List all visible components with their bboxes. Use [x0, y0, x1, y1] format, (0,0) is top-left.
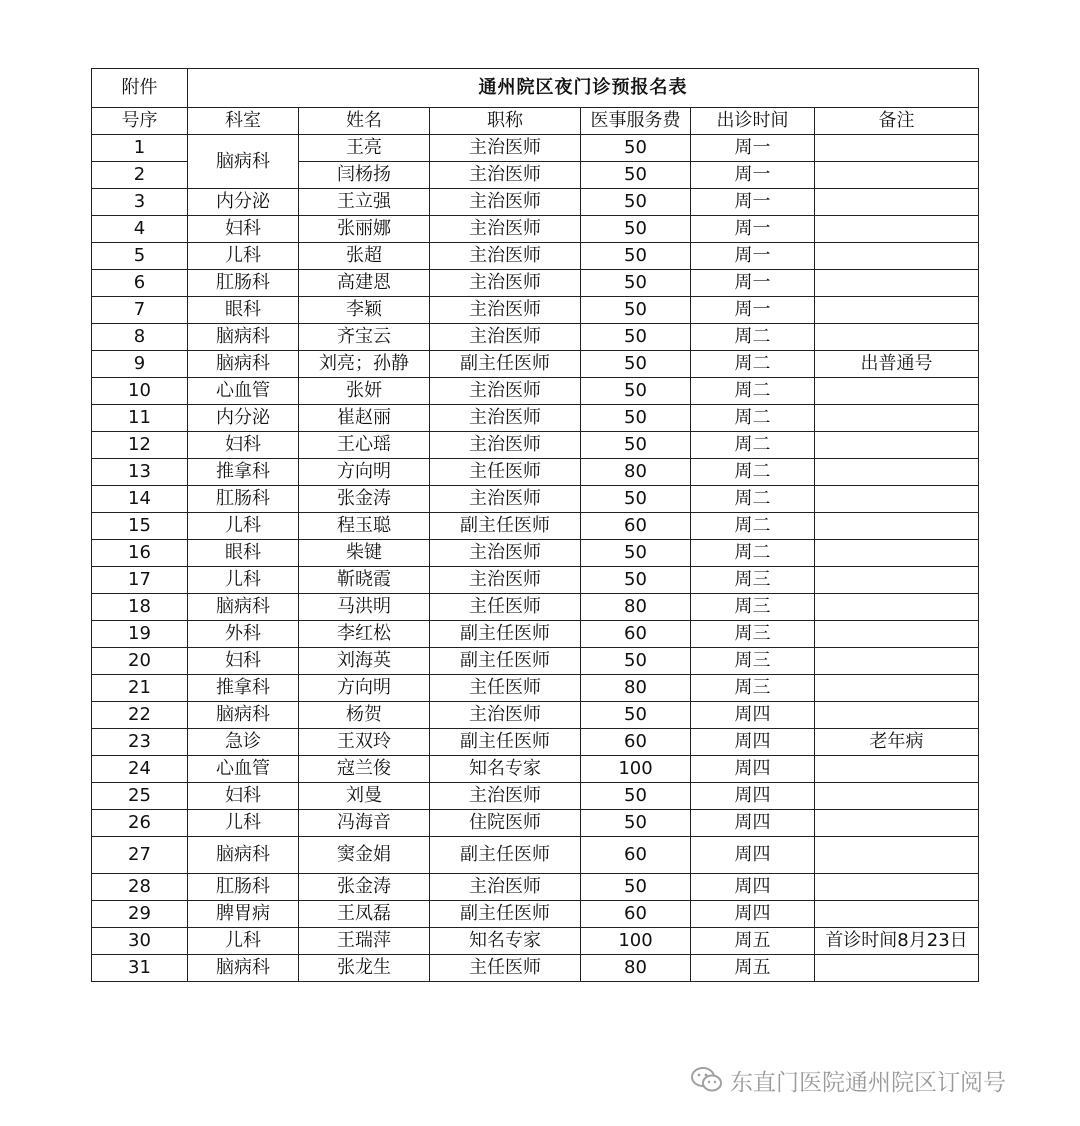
- cell-note: [815, 810, 979, 837]
- cell-rank: 主治医师: [430, 162, 581, 189]
- cell-fee: 50: [581, 405, 691, 432]
- cell-name: 方向明: [299, 459, 430, 486]
- cell-no: 15: [92, 513, 188, 540]
- table-row: [92, 189, 979, 216]
- cell-name: 齐宝云: [299, 324, 430, 351]
- cell-dept: 脑病科: [188, 702, 299, 729]
- table-row: [92, 135, 979, 162]
- cell-rank: 主治医师: [430, 324, 581, 351]
- cell-no: 29: [92, 901, 188, 928]
- cell-day: 周四: [691, 874, 815, 901]
- cell-day: 周二: [691, 351, 815, 378]
- cell-dept: 脑病科: [188, 135, 299, 189]
- cell-no: 22: [92, 702, 188, 729]
- cell-rank: 副主任医师: [430, 837, 581, 874]
- cell-day: 周二: [691, 513, 815, 540]
- cell-rank: 主治医师: [430, 540, 581, 567]
- cell-name: 刘海英: [299, 648, 430, 675]
- cell-no: 9: [92, 351, 188, 378]
- cell-rank: 副主任医师: [430, 513, 581, 540]
- cell-name: 刘曼: [299, 783, 430, 810]
- cell-day: 周二: [691, 486, 815, 513]
- cell-note: [815, 459, 979, 486]
- cell-rank: 主治医师: [430, 378, 581, 405]
- cell-rank: 主治医师: [430, 270, 581, 297]
- cell-note: [815, 901, 979, 928]
- cell-rank: 主治医师: [430, 783, 581, 810]
- cell-name: 方向明: [299, 675, 430, 702]
- cell-name: 窦金娟: [299, 837, 430, 874]
- cell-note: [815, 513, 979, 540]
- table-row: [92, 243, 979, 270]
- cell-fee: 50: [581, 567, 691, 594]
- cell-day: 周四: [691, 783, 815, 810]
- cell-note: [815, 405, 979, 432]
- cell-no: 2: [92, 162, 188, 189]
- cell-no: 8: [92, 324, 188, 351]
- cell-name: 李颖: [299, 297, 430, 324]
- watermark: [690, 1062, 1060, 1098]
- cell-fee: 50: [581, 540, 691, 567]
- cell-day: 周四: [691, 837, 815, 874]
- cell-rank: 住院医师: [430, 810, 581, 837]
- cell-rank: 主治医师: [430, 243, 581, 270]
- cell-no: 21: [92, 675, 188, 702]
- cell-rank: 副主任医师: [430, 901, 581, 928]
- cell-dept: 内分泌: [188, 189, 299, 216]
- cell-note: [815, 243, 979, 270]
- header-no: 号序: [92, 108, 188, 135]
- table-row: [92, 378, 979, 405]
- cell-dept: 推拿科: [188, 459, 299, 486]
- cell-name: 张超: [299, 243, 430, 270]
- cell-day: 周二: [691, 324, 815, 351]
- cell-note: [815, 378, 979, 405]
- cell-dept: 妇科: [188, 648, 299, 675]
- cell-no: 7: [92, 297, 188, 324]
- cell-note: [815, 756, 979, 783]
- cell-note: 首诊时间8月23日: [815, 928, 979, 955]
- cell-rank: 副主任医师: [430, 729, 581, 756]
- cell-name: 张妍: [299, 378, 430, 405]
- registration-table: [91, 68, 979, 982]
- cell-note: [815, 432, 979, 459]
- cell-dept: 内分泌: [188, 405, 299, 432]
- cell-day: 周三: [691, 621, 815, 648]
- cell-day: 周四: [691, 810, 815, 837]
- cell-day: 周一: [691, 270, 815, 297]
- cell-no: 16: [92, 540, 188, 567]
- cell-no: 11: [92, 405, 188, 432]
- table-row: [92, 675, 979, 702]
- cell-no: 28: [92, 874, 188, 901]
- cell-no: 18: [92, 594, 188, 621]
- cell-fee: 50: [581, 351, 691, 378]
- cell-note: [815, 783, 979, 810]
- cell-name: 王心瑶: [299, 432, 430, 459]
- cell-day: 周一: [691, 162, 815, 189]
- cell-note: [815, 135, 979, 162]
- cell-name: 杨贺: [299, 702, 430, 729]
- cell-rank: 主治医师: [430, 702, 581, 729]
- cell-rank: 副主任医师: [430, 621, 581, 648]
- cell-fee: 50: [581, 378, 691, 405]
- cell-name: 冯海音: [299, 810, 430, 837]
- cell-day: 周三: [691, 567, 815, 594]
- table-row: [92, 432, 979, 459]
- cell-fee: 50: [581, 216, 691, 243]
- cell-day: 周三: [691, 594, 815, 621]
- cell-no: 24: [92, 756, 188, 783]
- table-row: [92, 324, 979, 351]
- cell-dept: 肛肠科: [188, 486, 299, 513]
- cell-day: 周二: [691, 540, 815, 567]
- cell-fee: 50: [581, 486, 691, 513]
- cell-no: 13: [92, 459, 188, 486]
- cell-name: 王亮: [299, 135, 430, 162]
- cell-rank: 主治医师: [430, 135, 581, 162]
- cell-note: [815, 567, 979, 594]
- cell-dept: 妇科: [188, 432, 299, 459]
- cell-no: 31: [92, 955, 188, 982]
- cell-day: 周一: [691, 297, 815, 324]
- cell-fee: 100: [581, 928, 691, 955]
- cell-fee: 50: [581, 432, 691, 459]
- cell-no: 12: [92, 432, 188, 459]
- cell-dept: 儿科: [188, 567, 299, 594]
- table-row: [92, 928, 979, 955]
- watermark-text: 东直门医院通州院区订阅号: [730, 1069, 1006, 1096]
- cell-day: 周五: [691, 955, 815, 982]
- cell-note: [815, 486, 979, 513]
- cell-fee: 80: [581, 675, 691, 702]
- cell-no: 20: [92, 648, 188, 675]
- table-row: [92, 648, 979, 675]
- table-row: [92, 837, 979, 874]
- cell-dept: 心血管: [188, 378, 299, 405]
- table-row: [92, 216, 979, 243]
- header-rank: 职称: [430, 108, 581, 135]
- cell-dept: 儿科: [188, 810, 299, 837]
- cell-name: 崔赵丽: [299, 405, 430, 432]
- cell-no: 27: [92, 837, 188, 874]
- cell-dept: 脑病科: [188, 594, 299, 621]
- cell-note: [815, 874, 979, 901]
- header-name: 姓名: [299, 108, 430, 135]
- cell-fee: 50: [581, 297, 691, 324]
- cell-no: 19: [92, 621, 188, 648]
- cell-dept: 脾胃病: [188, 901, 299, 928]
- cell-fee: 50: [581, 702, 691, 729]
- cell-rank: 主治医师: [430, 874, 581, 901]
- cell-day: 周四: [691, 729, 815, 756]
- cell-fee: 50: [581, 810, 691, 837]
- header-note: 备注: [815, 108, 979, 135]
- cell-fee: 50: [581, 135, 691, 162]
- table-row: [92, 783, 979, 810]
- cell-name: 王双玲: [299, 729, 430, 756]
- cell-fee: 60: [581, 621, 691, 648]
- cell-name: 刘亮；孙静: [299, 351, 430, 378]
- cell-note: [815, 702, 979, 729]
- cell-rank: 主任医师: [430, 675, 581, 702]
- cell-dept: 推拿科: [188, 675, 299, 702]
- cell-no: 1: [92, 135, 188, 162]
- cell-note: 出普通号: [815, 351, 979, 378]
- cell-dept: 心血管: [188, 756, 299, 783]
- cell-name: 闫杨扬: [299, 162, 430, 189]
- cell-name: 张龙生: [299, 955, 430, 982]
- cell-dept: 急诊: [188, 729, 299, 756]
- cell-dept: 儿科: [188, 513, 299, 540]
- cell-note: [815, 297, 979, 324]
- cell-fee: 50: [581, 189, 691, 216]
- cell-fee: 100: [581, 756, 691, 783]
- cell-name: 王凤磊: [299, 901, 430, 928]
- cell-note: [815, 621, 979, 648]
- cell-day: 周一: [691, 189, 815, 216]
- cell-dept: 脑病科: [188, 837, 299, 874]
- cell-note: [815, 189, 979, 216]
- cell-name: 靳晓霞: [299, 567, 430, 594]
- header-dept: 科室: [188, 108, 299, 135]
- cell-fee: 60: [581, 513, 691, 540]
- header-row: [92, 108, 979, 135]
- table-row: [92, 594, 979, 621]
- table-row: [92, 270, 979, 297]
- cell-day: 周一: [691, 243, 815, 270]
- cell-no: 17: [92, 567, 188, 594]
- table-row: [92, 567, 979, 594]
- header-day: 出诊时间: [691, 108, 815, 135]
- table-row: [92, 810, 979, 837]
- table-row: [92, 513, 979, 540]
- cell-fee: 80: [581, 955, 691, 982]
- cell-dept: 眼科: [188, 540, 299, 567]
- cell-fee: 50: [581, 162, 691, 189]
- cell-no: 10: [92, 378, 188, 405]
- cell-day: 周四: [691, 901, 815, 928]
- cell-dept: 脑病科: [188, 351, 299, 378]
- cell-name: 马洪明: [299, 594, 430, 621]
- cell-fee: 80: [581, 594, 691, 621]
- cell-name: 王瑞萍: [299, 928, 430, 955]
- cell-dept: 脑病科: [188, 324, 299, 351]
- table-row: [92, 621, 979, 648]
- cell-name: 李红松: [299, 621, 430, 648]
- cell-fee: 50: [581, 324, 691, 351]
- cell-dept: 儿科: [188, 243, 299, 270]
- table-row: [92, 486, 979, 513]
- cell-fee: 50: [581, 648, 691, 675]
- cell-no: 23: [92, 729, 188, 756]
- cell-fee: 60: [581, 901, 691, 928]
- cell-fee: 50: [581, 270, 691, 297]
- cell-name: 高建恩: [299, 270, 430, 297]
- cell-note: [815, 675, 979, 702]
- cell-no: 3: [92, 189, 188, 216]
- table-row: [92, 955, 979, 982]
- cell-name: 王立强: [299, 189, 430, 216]
- cell-name: 程玉聪: [299, 513, 430, 540]
- table-row: [92, 540, 979, 567]
- cell-day: 周一: [691, 135, 815, 162]
- cell-note: [815, 540, 979, 567]
- cell-rank: 主任医师: [430, 594, 581, 621]
- cell-fee: 50: [581, 874, 691, 901]
- cell-fee: 50: [581, 783, 691, 810]
- attachment-label: 附件: [92, 69, 188, 108]
- cell-day: 周三: [691, 648, 815, 675]
- cell-day: 周三: [691, 675, 815, 702]
- cell-dept: 肛肠科: [188, 270, 299, 297]
- cell-name: 柴键: [299, 540, 430, 567]
- cell-no: 4: [92, 216, 188, 243]
- table-title: 通州院区夜门诊预报名表: [188, 69, 979, 108]
- table-row: [92, 729, 979, 756]
- cell-no: 30: [92, 928, 188, 955]
- cell-rank: 知名专家: [430, 928, 581, 955]
- table-row: [92, 297, 979, 324]
- table-row: [92, 702, 979, 729]
- cell-name: 张金涛: [299, 874, 430, 901]
- cell-no: 26: [92, 810, 188, 837]
- cell-no: 5: [92, 243, 188, 270]
- cell-note: [815, 270, 979, 297]
- cell-no: 25: [92, 783, 188, 810]
- cell-fee: 60: [581, 837, 691, 874]
- table-row: [92, 901, 979, 928]
- cell-dept: 眼科: [188, 297, 299, 324]
- cell-fee: 60: [581, 729, 691, 756]
- cell-dept: 外科: [188, 621, 299, 648]
- cell-note: [815, 594, 979, 621]
- cell-rank: 主任医师: [430, 459, 581, 486]
- cell-note: [815, 837, 979, 874]
- table-row: [92, 756, 979, 783]
- cell-rank: 副主任医师: [430, 351, 581, 378]
- cell-no: 14: [92, 486, 188, 513]
- cell-note: 老年病: [815, 729, 979, 756]
- header-fee: 医事服务费: [581, 108, 691, 135]
- table-row: [92, 351, 979, 378]
- cell-day: 周五: [691, 928, 815, 955]
- cell-day: 周二: [691, 459, 815, 486]
- cell-rank: 主任医师: [430, 955, 581, 982]
- cell-fee: 50: [581, 243, 691, 270]
- cell-day: 周一: [691, 216, 815, 243]
- cell-name: 张金涛: [299, 486, 430, 513]
- table-row: [92, 874, 979, 901]
- cell-rank: 主治医师: [430, 432, 581, 459]
- cell-rank: 主治医师: [430, 216, 581, 243]
- cell-dept: 儿科: [188, 928, 299, 955]
- cell-dept: 脑病科: [188, 955, 299, 982]
- wechat-icon: [690, 1065, 724, 1095]
- cell-day: 周二: [691, 432, 815, 459]
- cell-name: 张丽娜: [299, 216, 430, 243]
- cell-day: 周二: [691, 405, 815, 432]
- cell-rank: 知名专家: [430, 756, 581, 783]
- cell-dept: 肛肠科: [188, 874, 299, 901]
- table-row: [92, 405, 979, 432]
- cell-day: 周二: [691, 378, 815, 405]
- cell-note: [815, 216, 979, 243]
- table-row: [92, 459, 979, 486]
- cell-rank: 主治医师: [430, 189, 581, 216]
- cell-day: 周四: [691, 702, 815, 729]
- cell-name: 寇兰俊: [299, 756, 430, 783]
- cell-fee: 80: [581, 459, 691, 486]
- cell-rank: 主治医师: [430, 486, 581, 513]
- cell-note: [815, 324, 979, 351]
- cell-rank: 副主任医师: [430, 648, 581, 675]
- cell-rank: 主治医师: [430, 405, 581, 432]
- cell-rank: 主治医师: [430, 567, 581, 594]
- cell-no: 6: [92, 270, 188, 297]
- cell-day: 周四: [691, 756, 815, 783]
- cell-note: [815, 162, 979, 189]
- cell-dept: 妇科: [188, 216, 299, 243]
- cell-note: [815, 955, 979, 982]
- cell-note: [815, 648, 979, 675]
- cell-rank: 主治医师: [430, 297, 581, 324]
- title-row: [92, 69, 979, 108]
- cell-dept: 妇科: [188, 783, 299, 810]
